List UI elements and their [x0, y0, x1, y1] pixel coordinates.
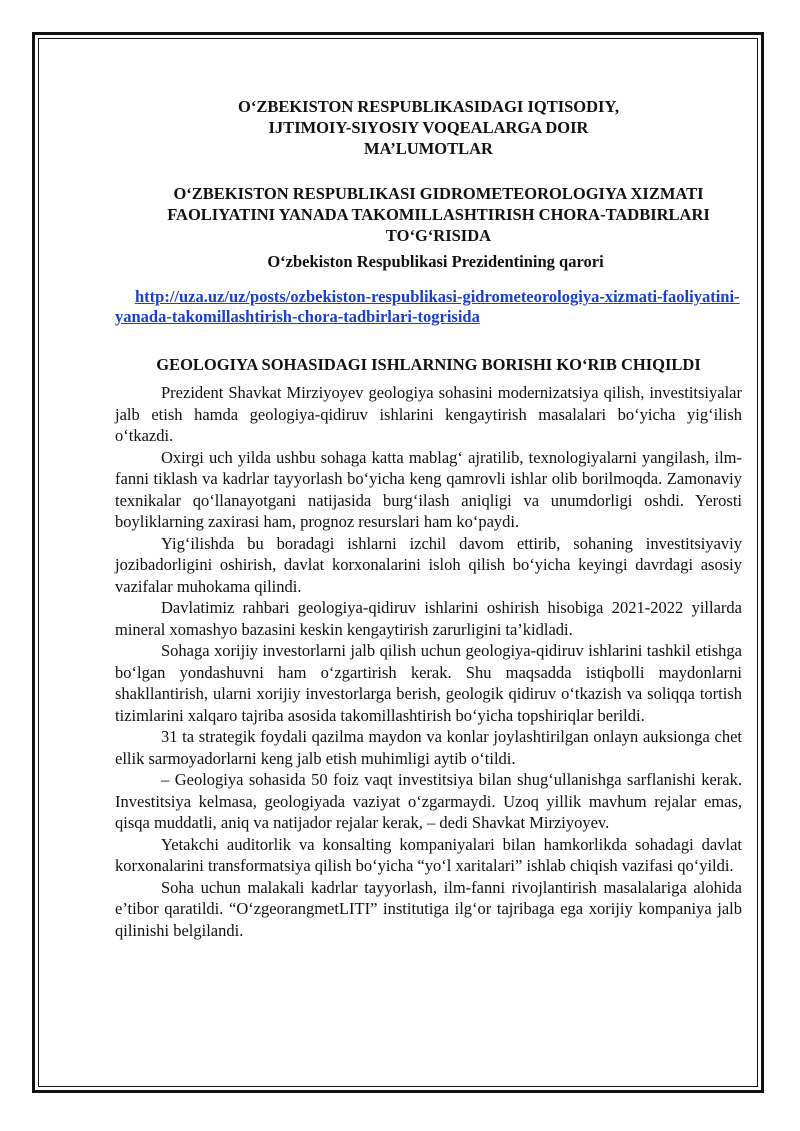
decree-title: O‘ZBEKISTON RESPUBLIKASI GIDROMETEOROLOGIYA XIZMATI FAOLIYATINI YANADA TAKOMILLASHTIRISH CHORA-TADBIRLARI TO‘G‘RISIDA [167, 184, 710, 245]
article-text [115, 382, 742, 941]
decree-source: O‘zbekiston Respublikasi Prezidentining qarori [267, 252, 604, 271]
article-paragraph: Prezident Shavkat Mirziyoyev geologiya sohasini modernizatsiya qilish, investitsiyalar jalb etish hamda geologiya-qidiruv ishlarini kengaytirish masalalari bo‘yicha yig‘ilish o‘tkazdi. [115, 383, 742, 445]
article-paragraph: Oxirgi uch yilda ushbu sohaga katta mablag‘ ajratilib, texnologiyalarni yangilash, ilm-fanni tiklash va kadrlar tayyorlash bo‘yicha keng qamrovli ishlar olib borilmoqda. Zamonaviy texnikalar qo‘llanayotgani natijasida burg‘ilash aniqligi va unumdorligi oshdi. Yerosti boyliklarning zaxirasi ham, prognoz resurslari ham ko‘paydi. [115, 447, 742, 531]
header-line-1: O‘ZBEKISTON RESPUBLIKASIDAGI IQTISODIY, [238, 97, 619, 116]
header-line-2: IJTIMOIY-SIYOSIY VOQEALARGA DOIR [268, 118, 589, 137]
article-paragraph: – Geologiya sohasida 50 foiz vaqt investitsiya bilan shug‘ullanishga sarflanishi kerak. Investitsiya kelmasa, geologiyada vaziyat o‘zgarmaydi. Uzoq yillik mavhum rejalar emas, qisqa muddatli, aniq va natijador rejalar kerak, – dedi Shavkat Mirziyoyev. [115, 770, 742, 832]
article-paragraph: Sohaga xorijiy investorlarni jalb qilish uchun geologiya-qidiruv ishlarini tashkil etishga bo‘lgan yondashuvni ham o‘zgartirish kerak. Shu maqsadda istiqbolli maydonlarni shakllantirish, ularni xorijiy investorlarga berish, geologik qidiruv o‘tkazish va soliqqa tortish tizimlarini xalqaro tajriba asosida takomillashtirish bo‘yicha topshiriqlar berildi. [115, 641, 742, 725]
document-body [115, 96, 742, 941]
article-paragraph: Yig‘ilishda bu boradagi ishlarni izchil davom ettirib, sohaning investitsiyaviy jozibadorligini oshirish, davlat korxonalarini isloh qilish bo‘yicha keyingi davrdagi asosiy vazifalar muhokama qilindi. [115, 533, 742, 596]
document-header [173, 96, 684, 159]
article-paragraph: Davlatimiz rahbari geologiya-qidiruv ishlarini oshirish hisobiga 2021-2022 yillarda mineral xomashyo bazasini keskin kengaytirish zarurligini ta’kidladi. [115, 598, 742, 639]
header-line-3: MA’LUMOTLAR [364, 139, 493, 158]
article-paragraph: 31 ta strategik foydali qazilma maydon va konlar joylashtirilgan onlayn auksionga chet ellik sarmoyadorlarni keng jalb etish muhimligi aytib o‘tildi. [115, 727, 742, 768]
article-paragraph: Yetakchi auditorlik va konsalting kompaniyalari bilan hamkorlikda sohadagi davlat korxonalarini transformatsiya qilish bo‘yicha “yo‘l xaritalari” ishlab chiqish vazifasi qo‘yildi. [115, 834, 742, 875]
article-paragraph: Soha uchun malakali kadrlar tayyorlash, ilm-fanni rivojlantirish masalalariga alohida e’tibor qaratildi. “O‘zgeorangmetLITI” institutiga ilg‘or tajribaga ega xorijiy kompaniya jalb qilinishi belgilandi. [115, 877, 742, 940]
article-heading: GEOLOGIYA SOHASIDAGI ISHLARNING BORISHI KO‘RIB CHIQILDI [156, 355, 701, 374]
decree-link[interactable]: http://uza.uz/uz/posts/ozbekiston-respublikasi-gidrometeorologiya-xizmati-faoliyatini-yanada-takomillashtirish-chora-tadbirlari-togrisida [115, 287, 740, 326]
